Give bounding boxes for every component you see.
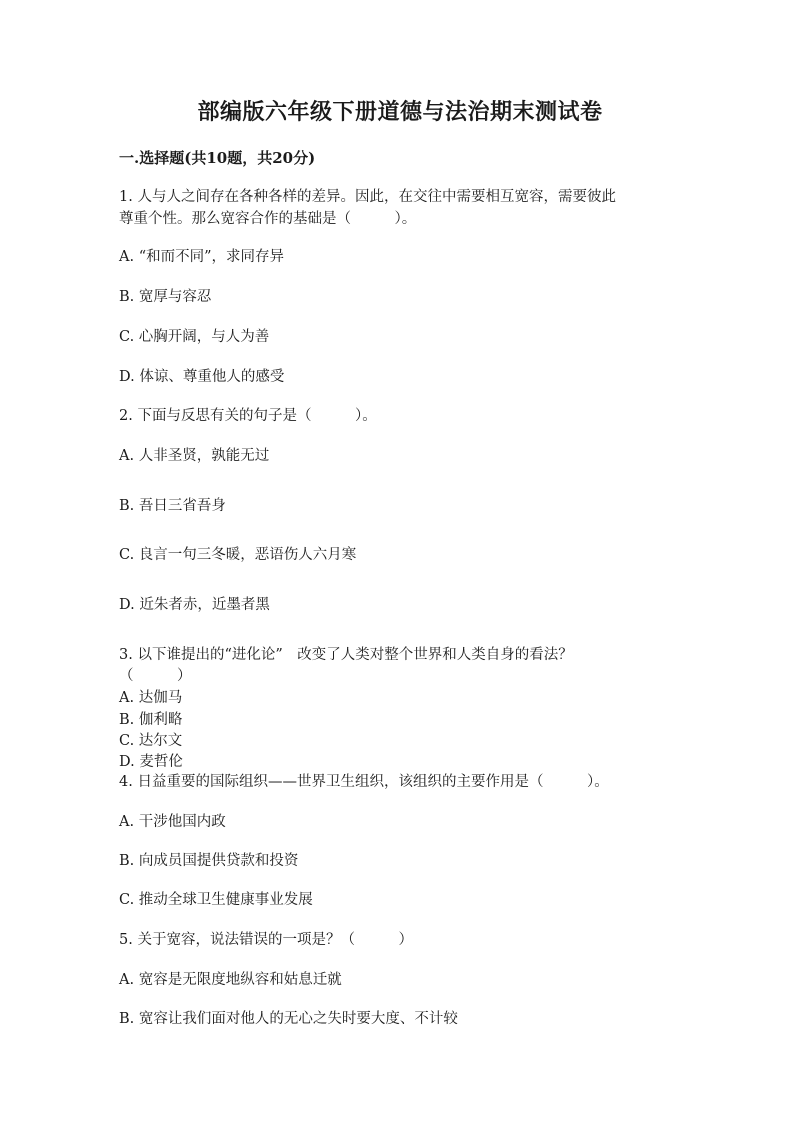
question-2-option-b: B. 吾日三省吾身 [119, 498, 226, 514]
question-2-option-d: D. 近朱者赤，近墨者黑 [119, 597, 270, 613]
question-1-option-c: C. 心胸开阔，与人为善 [119, 329, 270, 345]
question-3-option-b: B. 伽利略 [119, 712, 183, 728]
section-heading: 一.选择题(共10题，共20分) [119, 149, 316, 167]
question-3-blank: （ ） [119, 668, 192, 684]
question-2-stem: 2. 下面与反思有关的句子是（ ）。 [119, 408, 377, 424]
question-1-stem-cont: 尊重个性。那么宽容合作的基础是（ ）。 [119, 211, 417, 227]
question-4-stem: 4. 日益重要的国际组织——世界卫生组织，该组织的主要作用是（ ）。 [119, 774, 609, 790]
question-4-option-b: B. 向成员国提供贷款和投资 [119, 853, 299, 869]
question-1-option-b: B. 宽厚与容忍 [119, 289, 212, 305]
question-3-option-a: A. 达伽马 [119, 690, 183, 706]
question-1-stem: 1. 人与人之间存在各种各样的差异。因此，在交往中需要相互宽容，需要彼此 [119, 189, 616, 205]
question-4-option-a: A. 干涉他国内政 [119, 814, 226, 830]
question-4-option-c: C. 推动全球卫生健康事业发展 [119, 892, 313, 908]
question-1-option-a: A. “和而不同”，求同存异 [119, 249, 285, 265]
question-5-option-b: B. 宽容让我们面对他人的无心之失时要大度、不计较 [119, 1011, 458, 1027]
question-5-stem: 5. 关于宽容，说法错误的一项是？（ ） [119, 932, 413, 948]
page-title: 部编版六年级下册道德与法治期末测试卷 [197, 99, 603, 125]
question-3-stem: 3. 以下谁提出的“进化论” 改变了人类对整个世界和人类自身的看法？ [119, 647, 573, 663]
question-1-option-d: D. 体谅、尊重他人的感受 [119, 369, 285, 385]
question-2-option-c: C. 良言一句三冬暖，恶语伤人六月寒 [119, 547, 357, 563]
question-3-option-d: D. 麦哲伦 [119, 754, 183, 770]
question-3-option-c: C. 达尔文 [119, 733, 183, 749]
question-2-option-a: A. 人非圣贤，孰能无过 [119, 448, 270, 464]
question-5-option-a: A. 宽容是无限度地纵容和姑息迁就 [119, 972, 342, 988]
